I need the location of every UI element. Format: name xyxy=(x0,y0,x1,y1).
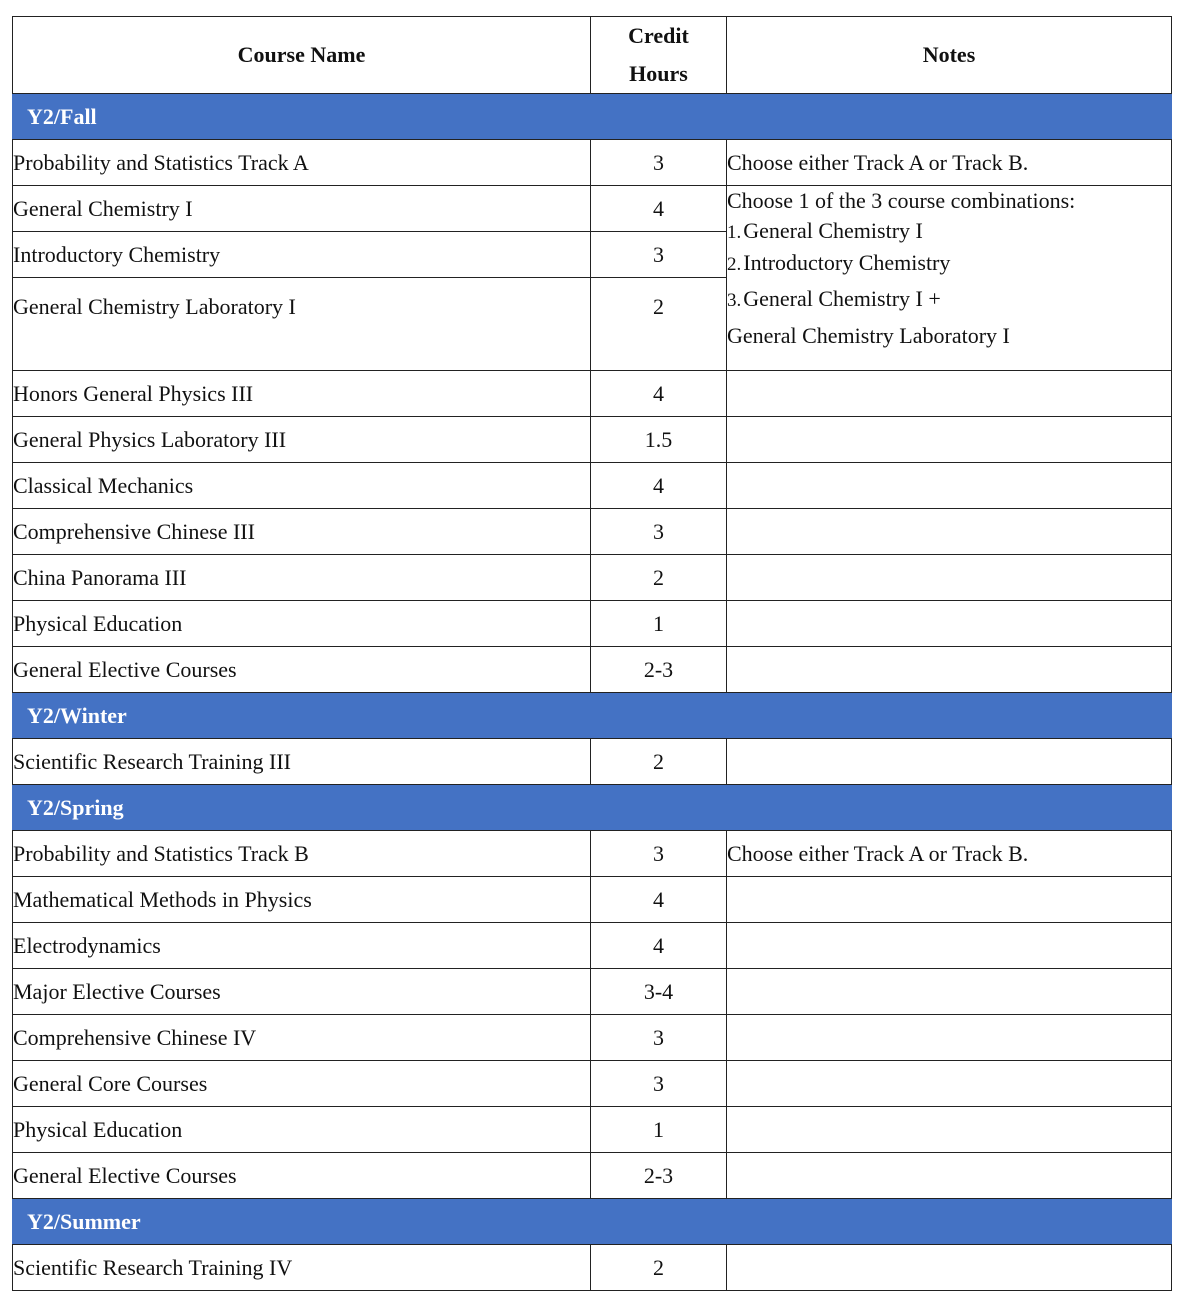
table-row xyxy=(13,1061,1172,1107)
note-list-item xyxy=(727,248,1171,280)
table-row xyxy=(13,831,1172,877)
credit-hours-cell: 4 xyxy=(591,186,727,232)
credit-hours-cell: 3 xyxy=(591,140,727,186)
credit-hours-cell: 2-3 xyxy=(591,1153,727,1199)
section-row-winter xyxy=(13,693,1172,739)
course-name-cell: Honors General Physics III xyxy=(13,371,591,417)
notes-cell xyxy=(727,1245,1172,1291)
notes-cell xyxy=(727,739,1172,785)
section-title-summer: Y2/Summer xyxy=(13,1199,1172,1245)
notes-cell xyxy=(727,509,1172,555)
credit-hours-cell: 2 xyxy=(591,1245,727,1291)
course-name-cell: General Elective Courses xyxy=(13,1153,591,1199)
course-name-cell: Scientific Research Training III xyxy=(13,739,591,785)
course-name-cell: General Core Courses xyxy=(13,1061,591,1107)
notes-cell xyxy=(727,555,1172,601)
credit-hours-cell: 4 xyxy=(591,371,727,417)
section-title-spring: Y2/Spring xyxy=(13,785,1172,831)
course-name-cell: China Panorama III xyxy=(13,555,591,601)
section-title-winter: Y2/Winter xyxy=(13,693,1172,739)
note-item-text: General Chemistry I + xyxy=(743,286,941,311)
note-list xyxy=(727,216,1171,316)
notes-cell xyxy=(727,877,1172,923)
credit-hours-cell: 3 xyxy=(591,232,727,278)
notes-cell xyxy=(727,1015,1172,1061)
table-row xyxy=(13,140,1172,186)
table-row xyxy=(13,555,1172,601)
note-intro: Choose 1 of the 3 course combinations: xyxy=(727,188,1076,213)
section-row-fall xyxy=(13,94,1172,140)
course-name-cell: Major Elective Courses xyxy=(13,969,591,1015)
table-row xyxy=(13,371,1172,417)
credit-hours-cell: 2 xyxy=(591,739,727,785)
credit-hours-cell: 3 xyxy=(591,509,727,555)
credit-hours-cell: 1 xyxy=(591,601,727,647)
credit-hours-cell: 2 xyxy=(591,555,727,601)
table-row xyxy=(13,877,1172,923)
course-name-cell: Introductory Chemistry xyxy=(13,232,591,278)
course-name-cell: Physical Education xyxy=(13,601,591,647)
section-title-fall: Y2/Fall xyxy=(13,94,1172,140)
notes-cell xyxy=(727,969,1172,1015)
note-item-number: 2. xyxy=(727,254,742,275)
note-list-item xyxy=(727,216,1171,248)
credit-hours-cell: 3 xyxy=(591,1015,727,1061)
credit-hours-cell: 4 xyxy=(591,923,727,969)
note-list-item xyxy=(727,284,1171,316)
course-name-cell: Probability and Statistics Track A xyxy=(13,140,591,186)
table-row xyxy=(13,1107,1172,1153)
notes-cell: Choose either Track A or Track B. xyxy=(727,140,1172,186)
credit-hours-cell: 1.5 xyxy=(591,417,727,463)
header-course-name: Course Name xyxy=(13,17,591,94)
course-name-cell: Mathematical Methods in Physics xyxy=(13,877,591,923)
course-name-cell: Comprehensive Chinese IV xyxy=(13,1015,591,1061)
table-row xyxy=(13,186,1172,232)
table-row xyxy=(13,1015,1172,1061)
credit-hours-cell: 4 xyxy=(591,877,727,923)
table-row xyxy=(13,1153,1172,1199)
course-name-cell: General Chemistry I xyxy=(13,186,591,232)
credit-hours-cell: 3 xyxy=(591,1061,727,1107)
chemistry-combination-note xyxy=(727,186,1172,371)
section-row-summer xyxy=(13,1199,1172,1245)
note-item-text: General Chemistry I xyxy=(743,218,923,243)
table-row xyxy=(13,1245,1172,1291)
table-row xyxy=(13,601,1172,647)
table-row xyxy=(13,969,1172,1015)
credit-hours-cell: 3 xyxy=(591,831,727,877)
table-row xyxy=(13,739,1172,785)
note-item-number: 3. xyxy=(727,290,742,311)
notes-cell xyxy=(727,1153,1172,1199)
table-row xyxy=(13,923,1172,969)
header-credit-line1: Credit xyxy=(628,23,689,48)
notes-cell xyxy=(727,463,1172,509)
credit-hours-cell: 3-4 xyxy=(591,969,727,1015)
course-name-cell: Electrodynamics xyxy=(13,923,591,969)
notes-cell xyxy=(727,923,1172,969)
notes-cell xyxy=(727,647,1172,693)
note-continuation: General Chemistry Laboratory I xyxy=(727,323,1010,348)
course-name-cell: Probability and Statistics Track B xyxy=(13,831,591,877)
notes-cell xyxy=(727,371,1172,417)
course-name-cell: General Elective Courses xyxy=(13,647,591,693)
course-name-cell: General Chemistry Laboratory I xyxy=(13,278,591,371)
credit-hours-cell: 2 xyxy=(591,278,727,371)
course-name-cell: Comprehensive Chinese III xyxy=(13,509,591,555)
note-item-number: 1. xyxy=(727,222,742,243)
section-row-spring xyxy=(13,785,1172,831)
course-name-cell: Physical Education xyxy=(13,1107,591,1153)
course-schedule-table xyxy=(12,16,1172,1291)
notes-cell xyxy=(727,417,1172,463)
note-item-text: Introductory Chemistry xyxy=(743,250,951,275)
table-row xyxy=(13,463,1172,509)
table-row xyxy=(13,509,1172,555)
course-name-cell: General Physics Laboratory III xyxy=(13,417,591,463)
header-notes: Notes xyxy=(727,17,1172,94)
header-credit-line2: Hours xyxy=(629,61,688,86)
header-credit-hours xyxy=(591,17,727,94)
notes-cell: Choose either Track A or Track B. xyxy=(727,831,1172,877)
notes-cell xyxy=(727,601,1172,647)
notes-cell xyxy=(727,1107,1172,1153)
table-row xyxy=(13,647,1172,693)
course-name-cell: Scientific Research Training IV xyxy=(13,1245,591,1291)
table-header-row xyxy=(13,17,1172,94)
notes-cell xyxy=(727,1061,1172,1107)
credit-hours-cell: 1 xyxy=(591,1107,727,1153)
table-row xyxy=(13,417,1172,463)
course-name-cell: Classical Mechanics xyxy=(13,463,591,509)
credit-hours-cell: 4 xyxy=(591,463,727,509)
credit-hours-cell: 2-3 xyxy=(591,647,727,693)
